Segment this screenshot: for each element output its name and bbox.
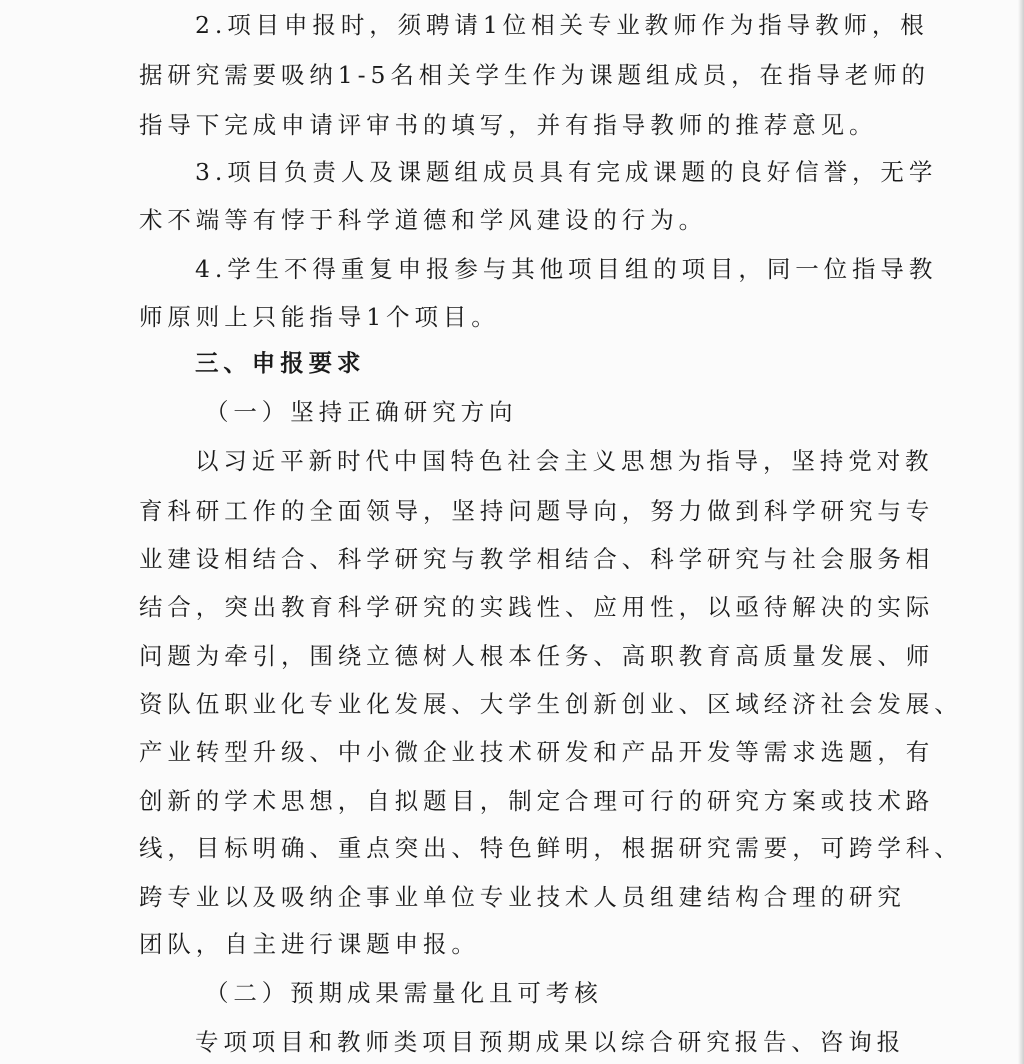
paragraph-item-2-line-1: 2.项目申报时，须聘请1位相关专业教师作为指导教师，根 [195,11,929,39]
body-paragraph-line: 跨专业以及吸纳企事业单位专业技术人员组建结构合理的研究 [139,883,906,911]
paragraph-item-3-line-2: 术不端等有悖于科学道德和学风建设的行为。 [139,206,707,234]
body-paragraph-line: 资队伍职业化专业化发展、大学生创新创业、区域经济社会发展、 [139,690,963,718]
subsection-heading-2: （二）预期成果需量化且可考核 [205,979,603,1007]
subsection-heading-1: （一）坚持正确研究方向 [205,398,518,426]
body-paragraph-line: 育科研工作的全面领导，坚持问题导向，努力做到科学研究与专 [139,497,935,525]
body-paragraph-line: 创新的学术思想，自拟题目，制定合理可行的研究方案或技术路 [139,787,935,815]
body-paragraph-line: 业建设相结合、科学研究与教学相结合、科学研究与社会服务相 [139,545,935,573]
paragraph-item-2-line-3: 指导下完成申请评审书的填写，并有指导教师的推荐意见。 [139,111,878,139]
body-paragraph-line: 专项项目和教师类项目预期成果以综合研究报告、咨询报 [195,1028,905,1056]
section-heading: 三、申报要求 [195,349,366,377]
body-paragraph-line: 问题为牵引，围绕立德树人根本任务、高职教育高质量发展、师 [139,642,935,670]
paragraph-item-2-line-2: 据研究需要吸纳1-5名相关学生作为课题组成员，在指导老师的 [139,61,930,89]
body-paragraph-line: 产业转型升级、中小微企业技术研发和产品开发等需求选题，有 [139,738,935,766]
body-paragraph-line: 结合，突出教育科学研究的实践性、应用性，以亟待解决的实际 [139,593,935,621]
paragraph-item-4-line-2: 师原则上只能指导1个项目。 [139,303,500,331]
body-paragraph-line: 线，目标明确、重点突出、特色鲜明，根据研究需要，可跨学科、 [139,834,963,862]
page-edge-shadow [1018,0,1024,1064]
body-paragraph-line: 团队，自主进行课题申报。 [139,930,480,958]
paragraph-item-3-line-1: 3.项目负责人及课题组成员具有完成课题的良好信誉，无学 [195,158,938,186]
paragraph-item-4-line-1: 4.学生不得重复申报参与其他项目组的项目，同一位指导教 [195,255,938,283]
body-paragraph-line: 以习近平新时代中国特色社会主义思想为指导，坚持党对教 [195,447,934,475]
